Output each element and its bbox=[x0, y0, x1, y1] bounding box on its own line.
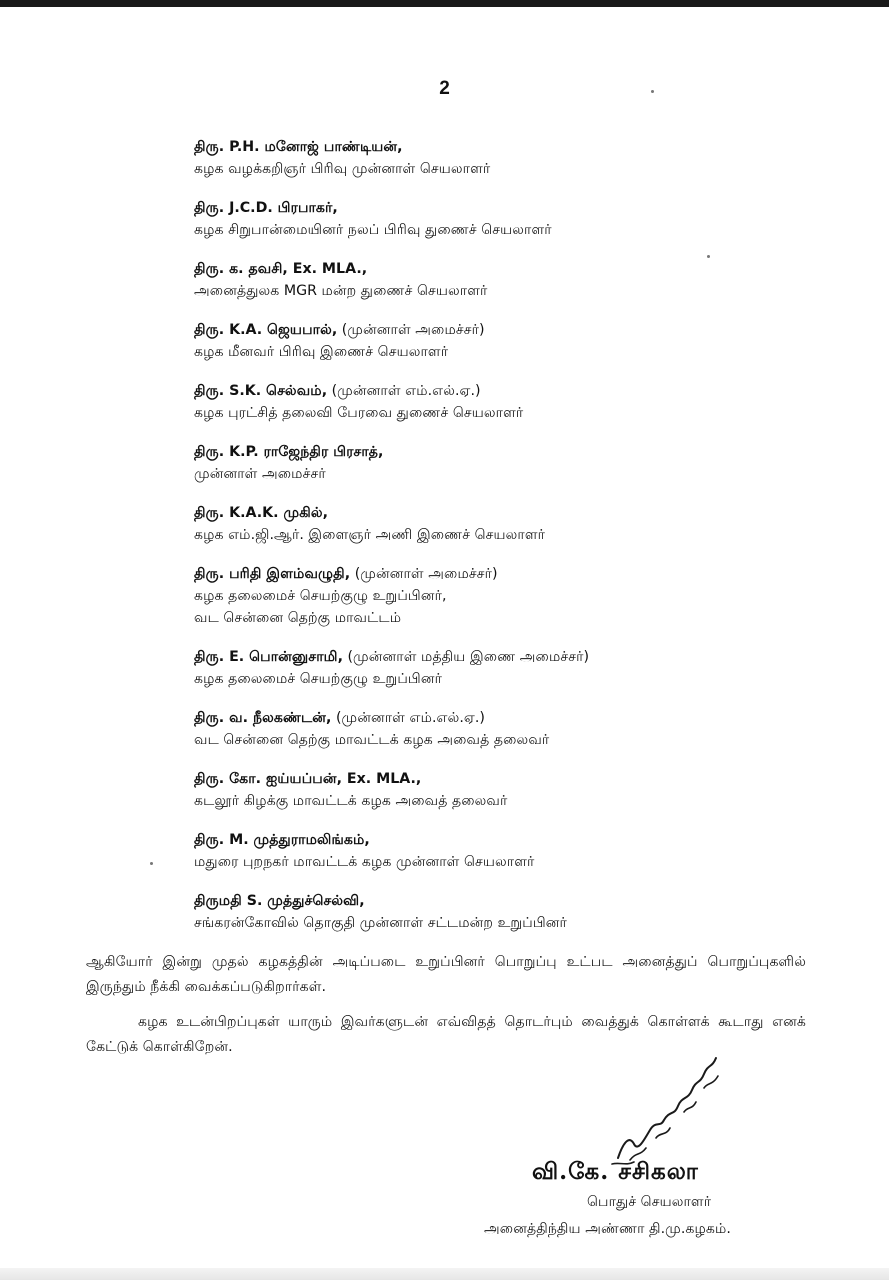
list-item bbox=[194, 829, 834, 873]
list-item bbox=[194, 890, 834, 934]
member-role: கழக வழக்கறிஞர் பிரிவு முன்னாள் செயலாளர் bbox=[194, 161, 491, 177]
member-role: கழக புரட்சித் தலைவி பேரவை துணைச் செயலாளர் bbox=[194, 405, 524, 421]
member-role: கழக மீனவர் பிரிவு இணைச் செயலாளர் bbox=[194, 344, 449, 360]
member-role: கழக தலைமைச் செயற்குழு உறுப்பினர், bbox=[194, 588, 447, 604]
list-item bbox=[194, 646, 834, 690]
member-role: கழக தலைமைச் செயற்குழு உறுப்பினர் bbox=[194, 671, 443, 687]
member-note: (முன்னாள் மத்திய இணை அமைச்சர்) bbox=[347, 649, 590, 665]
member-role: கழக சிறுபான்மையினர் நலப் பிரிவு துணைச் செயலாளர் bbox=[194, 222, 552, 238]
member-note: (முன்னாள் அமைச்சர்) bbox=[341, 322, 485, 338]
member-list bbox=[194, 136, 834, 951]
signatory-name: வி.கே. சசிகலா bbox=[532, 1158, 699, 1185]
member-district: வட சென்னை தெற்கு மாவட்டம் bbox=[194, 610, 402, 626]
instruction-statement: கழக உடன்பிறப்புகள் யாரும் இவர்களுடன் எவ்விதத் தொடர்பும் வைத்துக் கொள்ளக் கூடாது எனக் கேட்டுக் கொள்கிறேன். bbox=[86, 1014, 806, 1055]
signatory-title: பொதுச் செயலாளர் bbox=[587, 1194, 712, 1210]
member-name-line bbox=[194, 890, 834, 912]
member-name: திரு. க. தவசி, Ex. MLA., bbox=[194, 261, 368, 277]
member-name: திரு. S.K. செல்வம், bbox=[194, 383, 328, 399]
list-item bbox=[194, 768, 834, 812]
member-name: திரு. M. முத்துராமலிங்கம், bbox=[194, 832, 370, 848]
member-name-line bbox=[194, 319, 834, 341]
member-role: மதுரை புறநகர் மாவட்டக் கழக முன்னாள் செயலாளர் bbox=[194, 854, 535, 870]
removal-statement: ஆகியோர் இன்று முதல் கழகத்தின் அடிப்படை உறுப்பினர் பொறுப்பு உட்பட அனைத்துப் பொறுப்புகளில் இருந்தும் நீக்கி வைக்கப்படுகிறார்கள். bbox=[86, 954, 806, 995]
member-role: அனைத்துலக MGR மன்ற துணைச் செயலாளர் bbox=[194, 283, 488, 299]
member-name-line bbox=[194, 829, 834, 851]
member-name-line bbox=[194, 768, 834, 790]
member-note: (முன்னாள் எம்.எல்.ஏ.) bbox=[331, 383, 481, 399]
scan-bottom-edge bbox=[0, 1268, 889, 1280]
member-name-line bbox=[194, 646, 834, 668]
list-item bbox=[194, 258, 834, 302]
member-role: கழக எம்.ஜி.ஆர். இளைஞர் அணி இணைச் செயலாளர் bbox=[194, 527, 546, 543]
scan-speck bbox=[150, 862, 153, 865]
member-name-line bbox=[194, 441, 834, 463]
member-note: (முன்னாள் அமைச்சர்) bbox=[354, 566, 498, 582]
member-role: சங்கரன்கோவில் தொகுதி முன்னாள் சட்டமன்ற உறுப்பினர் bbox=[194, 915, 567, 931]
member-role: முன்னாள் அமைச்சர் bbox=[194, 466, 326, 482]
list-item bbox=[194, 502, 834, 546]
member-name: திரு. K.A.K. முகில், bbox=[194, 505, 328, 521]
list-item bbox=[194, 197, 834, 241]
list-item bbox=[194, 380, 834, 424]
scan-speck bbox=[651, 90, 654, 93]
member-note: (முன்னாள் எம்.எல்.ஏ.) bbox=[335, 710, 485, 726]
member-name: திரு. E. பொன்னுசாமி, bbox=[194, 649, 343, 665]
handwritten-signature bbox=[600, 1040, 740, 1170]
member-name: திருமதி S. முத்துச்செல்வி, bbox=[194, 893, 365, 909]
member-name-line bbox=[194, 258, 834, 280]
list-item bbox=[194, 319, 834, 363]
member-role: கடலூர் கிழக்கு மாவட்டக் கழக அவைத் தலைவர் bbox=[194, 793, 508, 809]
member-name-line bbox=[194, 380, 834, 402]
member-name-line bbox=[194, 502, 834, 524]
member-name: திரு. K.A. ஜெயபால், bbox=[194, 322, 338, 338]
member-name: திரு. P.H. மனோஜ் பாண்டியன், bbox=[194, 139, 403, 155]
member-name: திரு. பரிதி இளம்வழுதி, bbox=[194, 566, 351, 582]
page-number: 2 bbox=[439, 78, 450, 99]
member-name-line bbox=[194, 197, 834, 219]
member-name: திரு. J.C.D. பிரபாகர், bbox=[194, 200, 338, 216]
member-name-line bbox=[194, 563, 834, 585]
member-name: திரு. கோ. ஐய்யப்பன், Ex. MLA., bbox=[194, 771, 422, 787]
list-item bbox=[194, 136, 834, 180]
organization-name: அனைத்திந்திய அண்ணா தி.மு.கழகம். bbox=[484, 1221, 731, 1237]
list-item bbox=[194, 563, 834, 629]
scan-speck bbox=[707, 255, 710, 258]
member-name: திரு. K.P. ராஜேந்திர பிரசாத், bbox=[194, 444, 384, 460]
member-name-line bbox=[194, 707, 834, 729]
scan-top-border bbox=[0, 0, 889, 7]
member-role: வட சென்னை தெற்கு மாவட்டக் கழக அவைத் தலைவர் bbox=[194, 732, 550, 748]
member-name: திரு. வ. நீலகண்டன், bbox=[194, 710, 332, 726]
member-name-line bbox=[194, 136, 834, 158]
list-item bbox=[194, 707, 834, 751]
list-item bbox=[194, 441, 834, 485]
